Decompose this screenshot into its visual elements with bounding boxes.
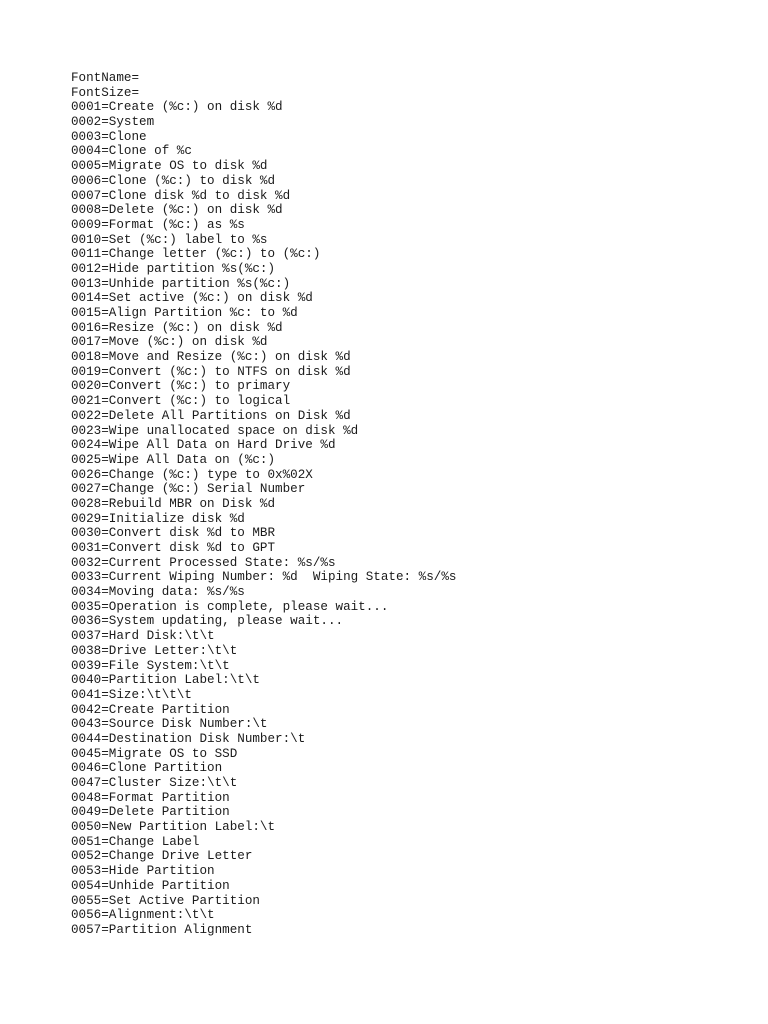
text-line: FontName= [71,71,140,85]
text-line: 0004=Clone of %c [71,144,192,159]
text-line: 0053=Hide Partition [71,864,215,879]
text-line: 0007=Clone disk %d to disk %d [71,188,291,203]
text-line: 0025=Wipe All Data on (%c:) [71,452,276,467]
text-line: 0045=Migrate OS to SSD [71,746,238,761]
text-line: 0021=Convert (%c:) to logical [71,394,291,409]
text-line: 0014=Set active (%c:) on disk %d [71,291,313,306]
text-line: 0002=System [71,115,155,130]
text-line: 0012=Hide partition %s(%c:) [71,261,276,276]
text-line: 0035=Operation is complete, please wait... [71,599,389,614]
text-line: 0031=Convert disk %d to GPT [71,541,276,555]
text-line: 0024=Wipe All Data on Hard Drive %d [71,438,336,453]
text-line: 0001=Create (%c:) on disk %d [71,100,283,115]
text-line: 0054=Unhide Partition [71,878,230,893]
text-line: 0037=Hard Disk:\t\t [71,629,215,644]
text-line: 0034=Moving data: %s/%s [71,585,245,600]
text-content [71,71,456,938]
text-line: 0022=Delete All Partitions on Disk %d [71,408,351,423]
text-line: 0057=Partition Alignment [71,922,253,937]
text-line: 0003=Clone [71,129,147,144]
text-line: 0023=Wipe unallocated space on disk %d [71,423,359,438]
text-line: 0040=Partition Label:\t\t [71,673,260,688]
text-line: 0005=Migrate OS to disk %d [71,159,268,174]
text-line: 0051=Change Label [71,834,200,849]
text-line: 0036=System updating, please wait... [71,614,344,629]
text-line: 0008=Delete (%c:) on disk %d [71,203,283,218]
text-line: 0039=File System:\t\t [71,658,230,673]
text-line: 0006=Clone (%c:) to disk %d [71,173,276,188]
text-line: 0033=Current Wiping Number: %d Wiping State: %s/%s [71,570,457,585]
text-line: 0018=Move and Resize (%c:) on disk %d [71,350,351,365]
text-line: 0052=Change Drive Letter [71,849,253,864]
text-line: 0049=Delete Partition [71,805,230,820]
text-line: 0055=Set Active Partition [71,893,260,908]
text-line: 0020=Convert (%c:) to primary [71,379,291,394]
text-line: 0010=Set (%c:) label to %s [71,232,268,247]
text-line: 0050=New Partition Label:\t [71,820,276,835]
text-line: 0038=Drive Letter:\t\t [71,643,238,658]
text-line: 0048=Format Partition [71,790,230,805]
text-line: 0041=Size:\t\t\t [71,687,192,702]
text-line: 0013=Unhide partition %s(%c:) [71,276,291,291]
text-line: 0017=Move (%c:) on disk %d [71,335,268,350]
text-line: 0047=Cluster Size:\t\t [71,776,238,790]
text-line: 0046=Clone Partition [71,761,223,776]
text-line: 0016=Resize (%c:) on disk %d [71,320,283,335]
text-line: FontSize= [71,85,140,100]
text-line: 0028=Rebuild MBR on Disk %d [71,496,276,511]
text-line: 0009=Format (%c:) as %s [71,217,245,232]
text-line: 0015=Align Partition %c: to %d [71,306,298,320]
text-line: 0019=Convert (%c:) to NTFS on disk %d [71,364,351,379]
text-line: 0029=Initialize disk %d [71,511,245,526]
text-line: 0030=Convert disk %d to MBR [71,526,276,541]
text-line: 0043=Source Disk Number:\t [71,717,268,732]
text-line: 0044=Destination Disk Number:\t [71,731,306,746]
text-line: 0042=Create Partition [71,702,230,717]
text-line: 0032=Current Processed State: %s/%s [71,555,336,570]
text-line: 0056=Alignment:\t\t [71,908,215,923]
text-line: 0027=Change (%c:) Serial Number [71,482,306,497]
text-line: 0011=Change letter (%c:) to (%c:) [71,247,321,262]
text-line: 0026=Change (%c:) type to 0x%02X [71,467,313,482]
